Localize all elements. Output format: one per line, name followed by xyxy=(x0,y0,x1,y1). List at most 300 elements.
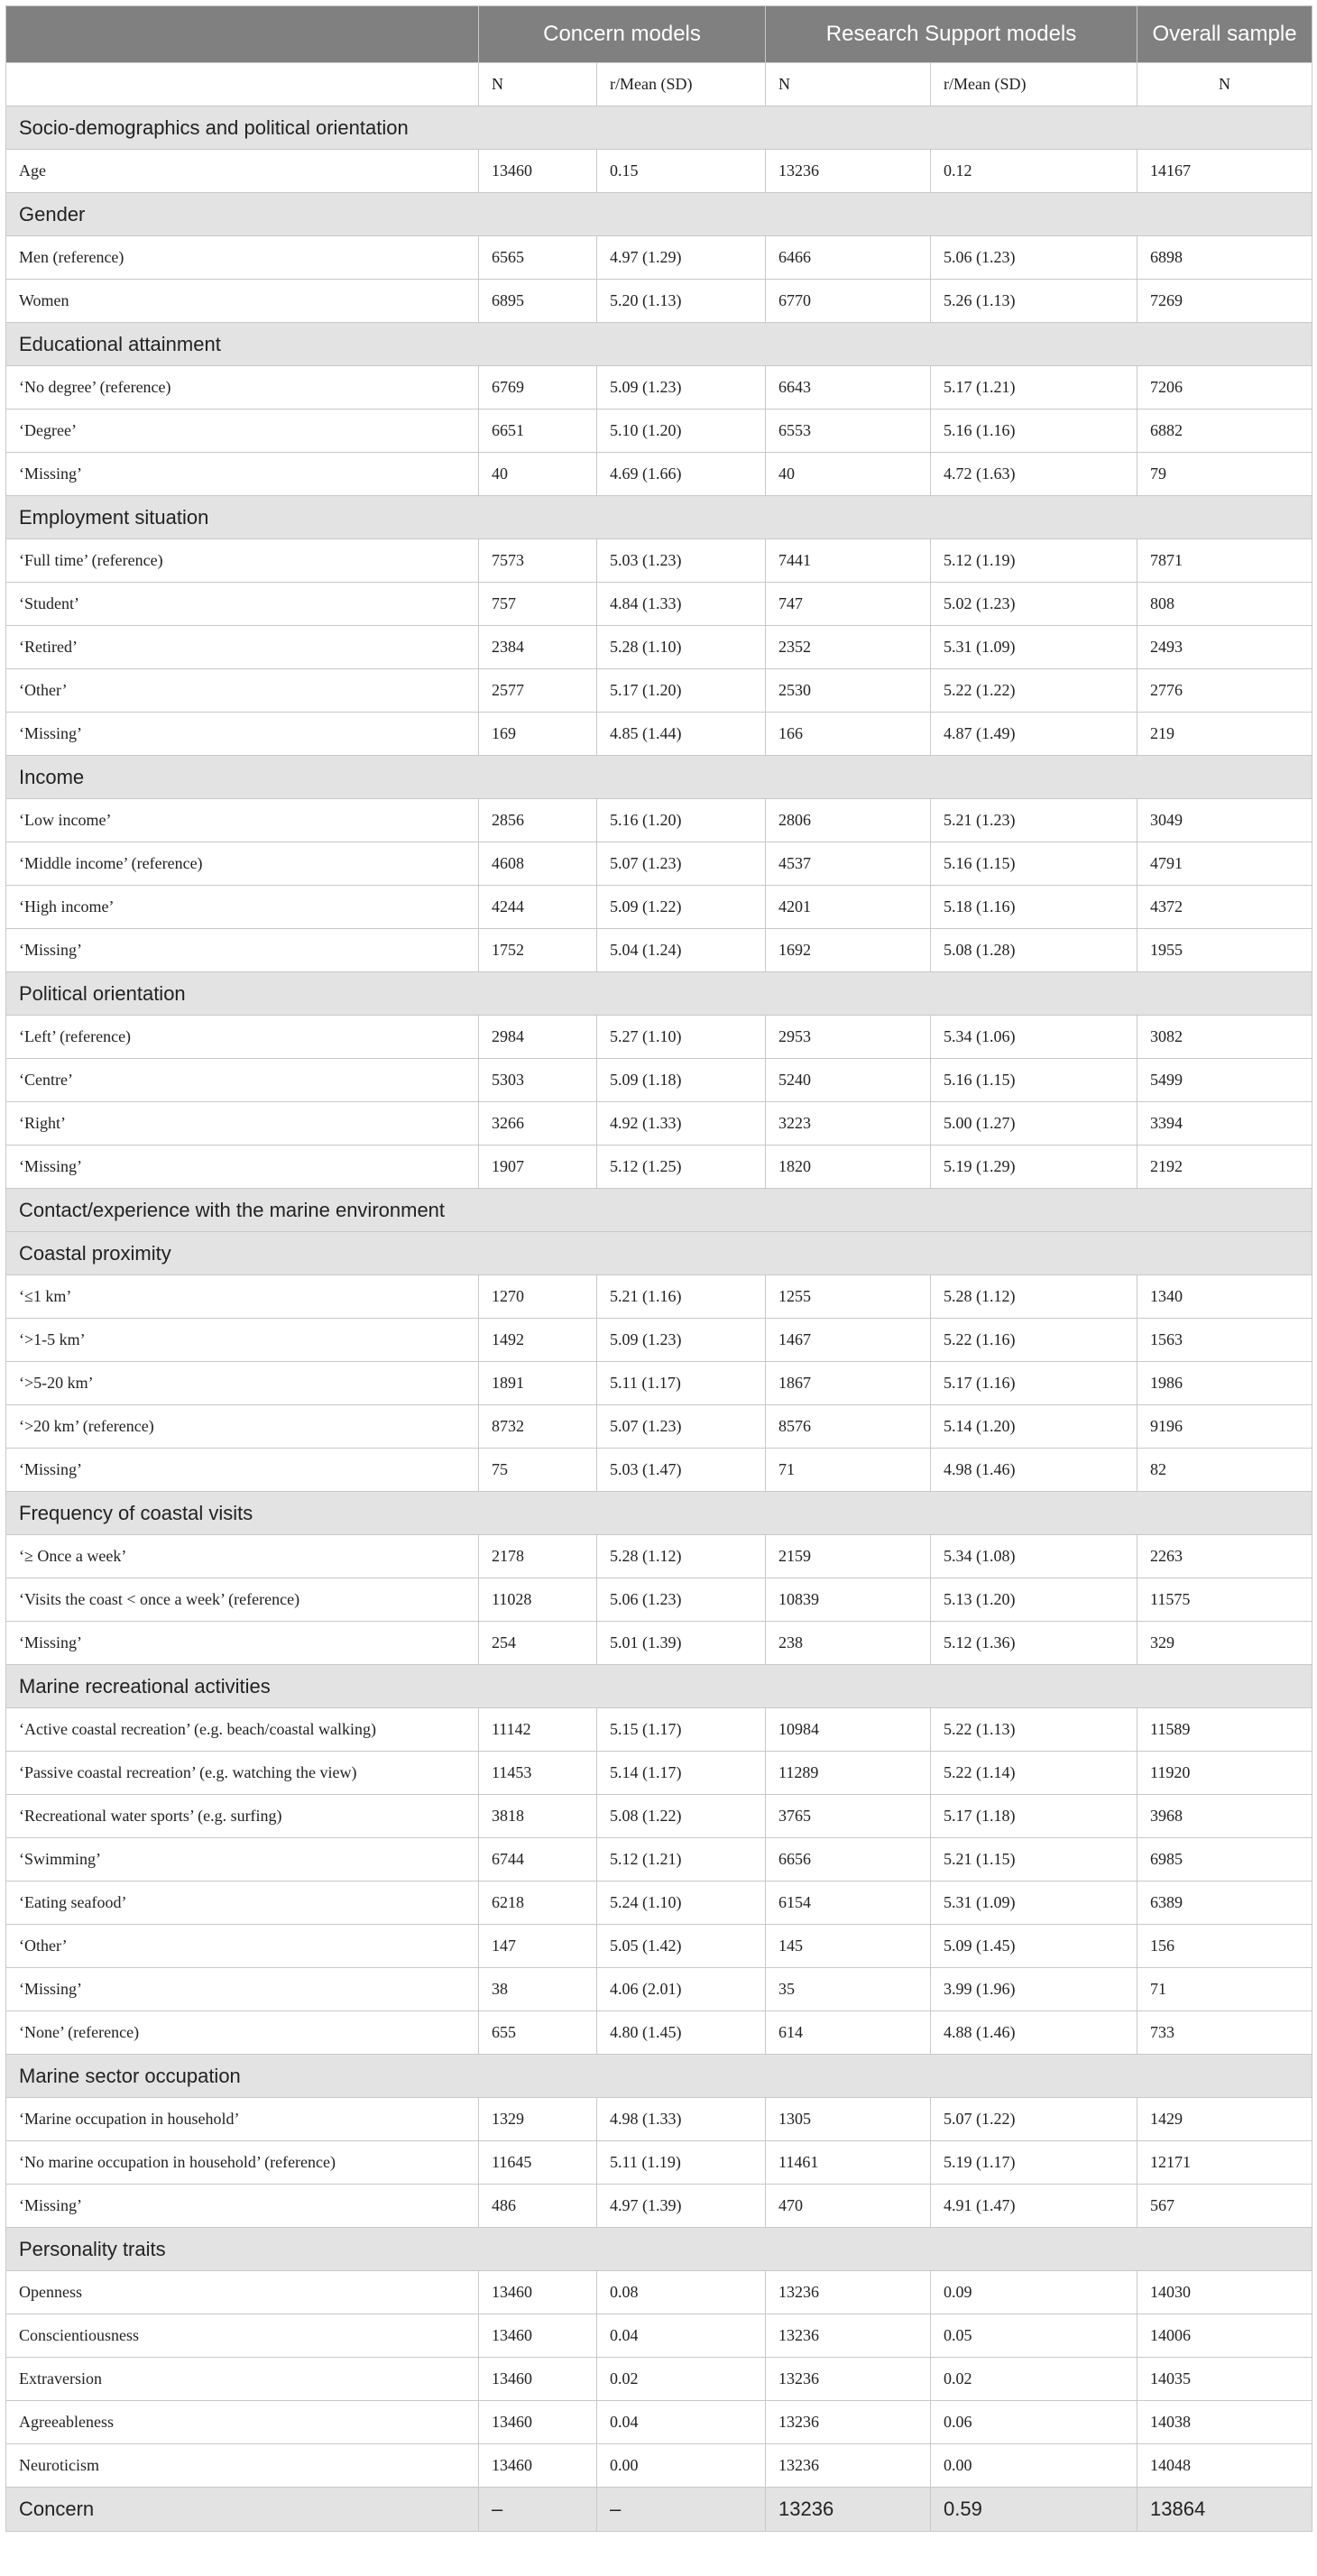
overall-n-cell: 1986 xyxy=(1137,1362,1312,1405)
concern-n-cell: 6651 xyxy=(479,409,597,453)
section-header-row xyxy=(6,1492,1312,1535)
table-row xyxy=(6,799,1312,842)
concern-n-cell: 40 xyxy=(479,453,597,496)
table-row xyxy=(6,1535,1312,1578)
concern-n-cell: 2984 xyxy=(479,1016,597,1059)
research-r-mean-cell: 5.09 (1.45) xyxy=(931,1925,1137,1968)
research-n-cell: 6770 xyxy=(766,280,931,323)
research-r-mean-cell: 0.59 xyxy=(931,2488,1137,2532)
row-label: ‘Left’ (reference) xyxy=(6,1016,479,1059)
research-r-mean-cell: 5.13 (1.20) xyxy=(931,1578,1137,1622)
table-row xyxy=(6,2444,1312,2488)
concern-r-mean-cell: 5.10 (1.20) xyxy=(597,409,766,453)
concern-n-cell: 147 xyxy=(479,1925,597,1968)
research-r-mean-cell: 4.98 (1.46) xyxy=(931,1449,1137,1492)
concern-n-cell: 2577 xyxy=(479,669,597,713)
row-label: ‘≤1 km’ xyxy=(6,1275,479,1319)
research-n-cell: 1305 xyxy=(766,2098,931,2141)
concern-r-mean-cell: 5.17 (1.20) xyxy=(597,669,766,713)
concern-n-cell: 6744 xyxy=(479,1838,597,1881)
research-n-cell: 166 xyxy=(766,713,931,756)
table-row xyxy=(6,1752,1312,1795)
concern-r-mean-cell: 0.04 xyxy=(597,2314,766,2358)
row-label: ‘None’ (reference) xyxy=(6,2011,479,2055)
overall-n-cell: 733 xyxy=(1137,2011,1312,2055)
concern-r-mean-cell: 5.12 (1.25) xyxy=(597,1145,766,1189)
table-row xyxy=(6,886,1312,929)
concern-n-cell: 6565 xyxy=(479,236,597,280)
table-row xyxy=(6,842,1312,886)
concern-n-cell: 486 xyxy=(479,2185,597,2228)
section-title: Gender xyxy=(6,193,1312,236)
research-n-cell: 13236 xyxy=(766,2401,931,2444)
research-r-mean-cell: 5.17 (1.16) xyxy=(931,1362,1137,1405)
table-row xyxy=(6,929,1312,972)
table-row xyxy=(6,1925,1312,1968)
row-label: ‘Missing’ xyxy=(6,1145,479,1189)
table-row xyxy=(6,453,1312,496)
data-table xyxy=(5,5,1312,2532)
overall-n-cell: 3394 xyxy=(1137,1102,1312,1145)
concern-r-mean-cell: 5.04 (1.24) xyxy=(597,929,766,972)
concern-n-cell: 13460 xyxy=(479,150,597,193)
section-header-row xyxy=(6,496,1312,539)
research-n-cell: 747 xyxy=(766,583,931,626)
concern-n-cell: 6218 xyxy=(479,1881,597,1925)
row-label: ‘Right’ xyxy=(6,1102,479,1145)
section-title: Income xyxy=(6,756,1312,799)
overall-n-cell: 219 xyxy=(1137,713,1312,756)
concern-r-mean-cell: 5.12 (1.21) xyxy=(597,1838,766,1881)
concern-n-cell: 13460 xyxy=(479,2271,597,2314)
overall-n-cell: 3082 xyxy=(1137,1016,1312,1059)
concern-r-mean-cell: 0.08 xyxy=(597,2271,766,2314)
row-label: ‘Missing’ xyxy=(6,929,479,972)
overall-n-cell: 329 xyxy=(1137,1622,1312,1665)
row-label: Concern xyxy=(6,2488,479,2532)
research-r-mean-cell: 0.12 xyxy=(931,150,1137,193)
table-row xyxy=(6,2185,1312,2228)
research-n-cell: 35 xyxy=(766,1968,931,2011)
row-label: ‘Marine occupation in household’ xyxy=(6,2098,479,2141)
row-label: ‘Student’ xyxy=(6,583,479,626)
section-title: Socio-demographics and political orientation xyxy=(6,106,1312,150)
row-label: Extraversion xyxy=(6,2358,479,2401)
research-n-cell: 1867 xyxy=(766,1362,931,1405)
row-label: ‘>5-20 km’ xyxy=(6,1362,479,1405)
concern-r-mean-cell: 5.28 (1.12) xyxy=(597,1535,766,1578)
table-row xyxy=(6,2271,1312,2314)
research-r-mean-cell: 5.08 (1.28) xyxy=(931,929,1137,972)
research-n-cell: 8576 xyxy=(766,1405,931,1449)
research-n-cell: 11289 xyxy=(766,1752,931,1795)
research-r-mean-cell: 5.31 (1.09) xyxy=(931,1881,1137,1925)
table-row xyxy=(6,1708,1312,1752)
section-header-row xyxy=(6,756,1312,799)
table-row xyxy=(6,1016,1312,1059)
sub-header-row xyxy=(6,63,1312,106)
research-r-mean-cell: 5.18 (1.16) xyxy=(931,886,1137,929)
concern-r-mean-cell: 5.14 (1.17) xyxy=(597,1752,766,1795)
concern-r-mean-cell: 5.09 (1.18) xyxy=(597,1059,766,1102)
table-row xyxy=(6,409,1312,453)
research-n-cell: 1255 xyxy=(766,1275,931,1319)
research-r-mean-cell: 5.16 (1.15) xyxy=(931,1059,1137,1102)
research-n-cell: 13236 xyxy=(766,2444,931,2488)
row-label: ‘No degree’ (reference) xyxy=(6,366,479,409)
research-n-cell: 6553 xyxy=(766,409,931,453)
concern-n-cell: 2178 xyxy=(479,1535,597,1578)
research-r-mean-cell: 4.91 (1.47) xyxy=(931,2185,1137,2228)
concern-n-cell: 6895 xyxy=(479,280,597,323)
table-row xyxy=(6,1059,1312,1102)
concern-r-mean-cell: 5.20 (1.13) xyxy=(597,280,766,323)
research-n-cell: 3223 xyxy=(766,1102,931,1145)
row-label: ‘Full time’ (reference) xyxy=(6,539,479,583)
overall-n-cell: 14048 xyxy=(1137,2444,1312,2488)
table-row xyxy=(6,150,1312,193)
research-r-mean-cell: 5.22 (1.22) xyxy=(931,669,1137,713)
research-r-mean-cell: 5.14 (1.20) xyxy=(931,1405,1137,1449)
concern-r-mean-cell: 4.84 (1.33) xyxy=(597,583,766,626)
research-r-mean-cell: 4.72 (1.63) xyxy=(931,453,1137,496)
row-label: ‘Centre’ xyxy=(6,1059,479,1102)
overall-n-cell: 14030 xyxy=(1137,2271,1312,2314)
section-title: Marine sector occupation xyxy=(6,2055,1312,2098)
research-n-cell: 1820 xyxy=(766,1145,931,1189)
research-r-mean-cell: 3.99 (1.96) xyxy=(931,1968,1137,2011)
concern-r-mean-cell: 4.97 (1.39) xyxy=(597,2185,766,2228)
research-n-cell: 3765 xyxy=(766,1795,931,1838)
research-n-cell: 7441 xyxy=(766,539,931,583)
concern-n-cell: 169 xyxy=(479,713,597,756)
section-header-row xyxy=(6,2055,1312,2098)
table-row xyxy=(6,669,1312,713)
concern-r-mean-cell: 0.00 xyxy=(597,2444,766,2488)
research-n-cell: 2159 xyxy=(766,1535,931,1578)
overall-n-cell: 82 xyxy=(1137,1449,1312,1492)
overall-n-cell: 14035 xyxy=(1137,2358,1312,2401)
research-r-mean-cell: 5.12 (1.19) xyxy=(931,539,1137,583)
concern-n-cell: 3818 xyxy=(479,1795,597,1838)
research-r-mean-cell: 5.21 (1.15) xyxy=(931,1838,1137,1881)
section-title: Political orientation xyxy=(6,972,1312,1016)
overall-n-cell: 11589 xyxy=(1137,1708,1312,1752)
concern-r-mean-cell: 5.06 (1.23) xyxy=(597,1578,766,1622)
overall-n-cell: 7206 xyxy=(1137,366,1312,409)
overall-n-cell: 6882 xyxy=(1137,409,1312,453)
research-n-cell: 13236 xyxy=(766,150,931,193)
section-title: Frequency of coastal visits xyxy=(6,1492,1312,1535)
research-n-cell: 4201 xyxy=(766,886,931,929)
concern-r-mean-cell: 4.92 (1.33) xyxy=(597,1102,766,1145)
concern-n-cell: 6769 xyxy=(479,366,597,409)
research-n-cell: 2530 xyxy=(766,669,931,713)
section-title: Educational attainment xyxy=(6,323,1312,366)
overall-n-cell: 7269 xyxy=(1137,280,1312,323)
concern-r-mean-cell: 4.98 (1.33) xyxy=(597,2098,766,2141)
overall-n-cell: 5499 xyxy=(1137,1059,1312,1102)
research-r-mean-cell: 0.05 xyxy=(931,2314,1137,2358)
research-n-cell: 2806 xyxy=(766,799,931,842)
row-label: ‘No marine occupation in household’ (reference) xyxy=(6,2141,479,2185)
sub-header-overall-n: N xyxy=(1137,63,1312,106)
overall-n-cell: 14167 xyxy=(1137,150,1312,193)
table-row xyxy=(6,1102,1312,1145)
concern-r-mean-cell: 5.21 (1.16) xyxy=(597,1275,766,1319)
research-r-mean-cell: 5.22 (1.16) xyxy=(931,1319,1137,1362)
concern-n-cell: 1270 xyxy=(479,1275,597,1319)
concern-n-cell: 11645 xyxy=(479,2141,597,2185)
research-r-mean-cell: 5.21 (1.23) xyxy=(931,799,1137,842)
table-row xyxy=(6,1881,1312,1925)
overall-n-cell: 9196 xyxy=(1137,1405,1312,1449)
total-row xyxy=(6,2488,1312,2532)
concern-n-cell: 13460 xyxy=(479,2444,597,2488)
research-r-mean-cell: 0.02 xyxy=(931,2358,1137,2401)
research-n-cell: 13236 xyxy=(766,2488,931,2532)
sub-header-research-r-mean: r/Mean (SD) xyxy=(931,63,1137,106)
concern-n-cell: 7573 xyxy=(479,539,597,583)
row-label: ‘≥ Once a week’ xyxy=(6,1535,479,1578)
section-header-row xyxy=(6,972,1312,1016)
concern-n-cell: 2384 xyxy=(479,626,597,669)
concern-r-mean-cell: 5.28 (1.10) xyxy=(597,626,766,669)
row-label: ‘Visits the coast < once a week’ (reference) xyxy=(6,1578,479,1622)
concern-r-mean-cell: 5.08 (1.22) xyxy=(597,1795,766,1838)
concern-r-mean-cell: 5.07 (1.23) xyxy=(597,1405,766,1449)
overall-n-cell: 4791 xyxy=(1137,842,1312,886)
overall-n-cell: 1429 xyxy=(1137,2098,1312,2141)
research-n-cell: 4537 xyxy=(766,842,931,886)
concern-n-cell: 1891 xyxy=(479,1362,597,1405)
overall-n-cell: 1955 xyxy=(1137,929,1312,972)
row-label: ‘Missing’ xyxy=(6,1968,479,2011)
row-label: ‘Eating seafood’ xyxy=(6,1881,479,1925)
sub-header-research-n: N xyxy=(766,63,931,106)
concern-r-mean-cell: 5.01 (1.39) xyxy=(597,1622,766,1665)
overall-n-cell: 6898 xyxy=(1137,236,1312,280)
table-row xyxy=(6,2141,1312,2185)
concern-n-cell: 757 xyxy=(479,583,597,626)
section-title: Coastal proximity xyxy=(6,1232,1312,1275)
sub-header-empty-cell xyxy=(6,63,479,106)
row-label: ‘Middle income’ (reference) xyxy=(6,842,479,886)
section-title: Employment situation xyxy=(6,496,1312,539)
table-row xyxy=(6,1968,1312,2011)
concern-r-mean-cell: 5.27 (1.10) xyxy=(597,1016,766,1059)
overall-n-cell: 14038 xyxy=(1137,2401,1312,2444)
overall-n-cell: 79 xyxy=(1137,453,1312,496)
table-row xyxy=(6,1795,1312,1838)
overall-n-cell: 3968 xyxy=(1137,1795,1312,1838)
research-r-mean-cell: 5.02 (1.23) xyxy=(931,583,1137,626)
table-row xyxy=(6,1405,1312,1449)
header-research-support-models: Research Support models xyxy=(766,6,1137,63)
section-header-row xyxy=(6,1232,1312,1275)
sub-header-concern-n: N xyxy=(479,63,597,106)
concern-r-mean-cell: 4.06 (2.01) xyxy=(597,1968,766,2011)
table-row xyxy=(6,1145,1312,1189)
research-n-cell: 2953 xyxy=(766,1016,931,1059)
overall-n-cell: 4372 xyxy=(1137,886,1312,929)
concern-n-cell: – xyxy=(479,2488,597,2532)
overall-n-cell: 156 xyxy=(1137,1925,1312,1968)
concern-r-mean-cell: 5.09 (1.23) xyxy=(597,366,766,409)
table-row xyxy=(6,713,1312,756)
table-row xyxy=(6,2098,1312,2141)
research-r-mean-cell: 5.16 (1.15) xyxy=(931,842,1137,886)
concern-r-mean-cell: 5.05 (1.42) xyxy=(597,1925,766,1968)
table-row xyxy=(6,626,1312,669)
row-label: Conscientiousness xyxy=(6,2314,479,2358)
row-label: ‘High income’ xyxy=(6,886,479,929)
concern-r-mean-cell: 5.09 (1.22) xyxy=(597,886,766,929)
table-row xyxy=(6,1275,1312,1319)
row-label: ‘>20 km’ (reference) xyxy=(6,1405,479,1449)
research-n-cell: 10839 xyxy=(766,1578,931,1622)
section-header-row xyxy=(6,1189,1312,1232)
table-row xyxy=(6,1362,1312,1405)
row-label: Neuroticism xyxy=(6,2444,479,2488)
group-header-row xyxy=(6,6,1312,63)
row-label: ‘Other’ xyxy=(6,1925,479,1968)
overall-n-cell: 1340 xyxy=(1137,1275,1312,1319)
row-label: ‘Missing’ xyxy=(6,1449,479,1492)
table-row xyxy=(6,366,1312,409)
section-header-row xyxy=(6,193,1312,236)
row-label: Openness xyxy=(6,2271,479,2314)
overall-n-cell: 567 xyxy=(1137,2185,1312,2228)
concern-n-cell: 3266 xyxy=(479,1102,597,1145)
overall-n-cell: 808 xyxy=(1137,583,1312,626)
concern-n-cell: 254 xyxy=(479,1622,597,1665)
research-r-mean-cell: 5.06 (1.23) xyxy=(931,236,1137,280)
concern-n-cell: 13460 xyxy=(479,2401,597,2444)
research-r-mean-cell: 5.34 (1.06) xyxy=(931,1016,1137,1059)
concern-n-cell: 8732 xyxy=(479,1405,597,1449)
concern-n-cell: 5303 xyxy=(479,1059,597,1102)
table-row xyxy=(6,583,1312,626)
overall-n-cell: 3049 xyxy=(1137,799,1312,842)
research-n-cell: 2352 xyxy=(766,626,931,669)
research-n-cell: 5240 xyxy=(766,1059,931,1102)
row-label: ‘Missing’ xyxy=(6,2185,479,2228)
concern-r-mean-cell: 5.07 (1.23) xyxy=(597,842,766,886)
row-label: Men (reference) xyxy=(6,236,479,280)
overall-n-cell: 6389 xyxy=(1137,1881,1312,1925)
research-r-mean-cell: 0.00 xyxy=(931,2444,1137,2488)
concern-r-mean-cell: 5.03 (1.23) xyxy=(597,539,766,583)
concern-r-mean-cell: 5.11 (1.19) xyxy=(597,2141,766,2185)
research-n-cell: 11461 xyxy=(766,2141,931,2185)
research-n-cell: 6643 xyxy=(766,366,931,409)
research-r-mean-cell: 5.19 (1.29) xyxy=(931,1145,1137,1189)
overall-n-cell: 14006 xyxy=(1137,2314,1312,2358)
concern-n-cell: 1907 xyxy=(479,1145,597,1189)
row-label: Agreeableness xyxy=(6,2401,479,2444)
concern-r-mean-cell: 5.11 (1.17) xyxy=(597,1362,766,1405)
concern-n-cell: 11028 xyxy=(479,1578,597,1622)
research-n-cell: 1467 xyxy=(766,1319,931,1362)
research-r-mean-cell: 4.87 (1.49) xyxy=(931,713,1137,756)
research-n-cell: 6656 xyxy=(766,1838,931,1881)
row-label: ‘Other’ xyxy=(6,669,479,713)
concern-n-cell: 2856 xyxy=(479,799,597,842)
research-r-mean-cell: 5.16 (1.16) xyxy=(931,409,1137,453)
concern-r-mean-cell: 5.09 (1.23) xyxy=(597,1319,766,1362)
sub-header-concern-r-mean: r/Mean (SD) xyxy=(597,63,766,106)
research-r-mean-cell: 5.34 (1.08) xyxy=(931,1535,1137,1578)
concern-n-cell: 4608 xyxy=(479,842,597,886)
research-r-mean-cell: 5.22 (1.13) xyxy=(931,1708,1137,1752)
research-r-mean-cell: 5.17 (1.18) xyxy=(931,1795,1137,1838)
overall-n-cell: 11575 xyxy=(1137,1578,1312,1622)
overall-n-cell: 2192 xyxy=(1137,1145,1312,1189)
concern-r-mean-cell: 5.15 (1.17) xyxy=(597,1708,766,1752)
row-label: ‘Missing’ xyxy=(6,713,479,756)
concern-r-mean-cell: 4.85 (1.44) xyxy=(597,713,766,756)
research-r-mean-cell: 5.26 (1.13) xyxy=(931,280,1137,323)
research-n-cell: 1692 xyxy=(766,929,931,972)
research-r-mean-cell: 5.28 (1.12) xyxy=(931,1275,1137,1319)
row-label: ‘Swimming’ xyxy=(6,1838,479,1881)
header-overall-sample: Overall sample xyxy=(1137,6,1312,63)
concern-r-mean-cell: 4.97 (1.29) xyxy=(597,236,766,280)
research-r-mean-cell: 5.19 (1.17) xyxy=(931,2141,1137,2185)
research-n-cell: 13236 xyxy=(766,2271,931,2314)
research-r-mean-cell: 0.06 xyxy=(931,2401,1137,2444)
section-title: Personality traits xyxy=(6,2228,1312,2271)
table-row xyxy=(6,1622,1312,1665)
table-row xyxy=(6,539,1312,583)
row-label: ‘Missing’ xyxy=(6,1622,479,1665)
overall-n-cell: 11920 xyxy=(1137,1752,1312,1795)
concern-r-mean-cell: 0.15 xyxy=(597,150,766,193)
section-header-row xyxy=(6,323,1312,366)
overall-n-cell: 13864 xyxy=(1137,2488,1312,2532)
concern-n-cell: 1492 xyxy=(479,1319,597,1362)
section-title: Marine recreational activities xyxy=(6,1665,1312,1708)
row-label: ‘Active coastal recreation’ (e.g. beach/coastal walking) xyxy=(6,1708,479,1752)
table-row xyxy=(6,236,1312,280)
concern-r-mean-cell: 5.24 (1.10) xyxy=(597,1881,766,1925)
row-label: ‘>1-5 km’ xyxy=(6,1319,479,1362)
section-header-row xyxy=(6,106,1312,150)
table-row xyxy=(6,1319,1312,1362)
research-n-cell: 470 xyxy=(766,2185,931,2228)
overall-n-cell: 1563 xyxy=(1137,1319,1312,1362)
table-row xyxy=(6,1449,1312,1492)
section-title: Contact/experience with the marine environment xyxy=(6,1189,1312,1232)
research-n-cell: 13236 xyxy=(766,2314,931,2358)
concern-n-cell: 11142 xyxy=(479,1708,597,1752)
row-label: Women xyxy=(6,280,479,323)
header-concern-models: Concern models xyxy=(479,6,766,63)
row-label: ‘Missing’ xyxy=(6,453,479,496)
overall-n-cell: 12171 xyxy=(1137,2141,1312,2185)
research-n-cell: 71 xyxy=(766,1449,931,1492)
table-body xyxy=(6,106,1312,2532)
concern-n-cell: 38 xyxy=(479,1968,597,2011)
table-row xyxy=(6,2314,1312,2358)
concern-r-mean-cell: 0.04 xyxy=(597,2401,766,2444)
research-r-mean-cell: 4.88 (1.46) xyxy=(931,2011,1137,2055)
concern-r-mean-cell: 4.80 (1.45) xyxy=(597,2011,766,2055)
row-label: ‘Low income’ xyxy=(6,799,479,842)
research-r-mean-cell: 5.31 (1.09) xyxy=(931,626,1137,669)
research-r-mean-cell: 5.17 (1.21) xyxy=(931,366,1137,409)
